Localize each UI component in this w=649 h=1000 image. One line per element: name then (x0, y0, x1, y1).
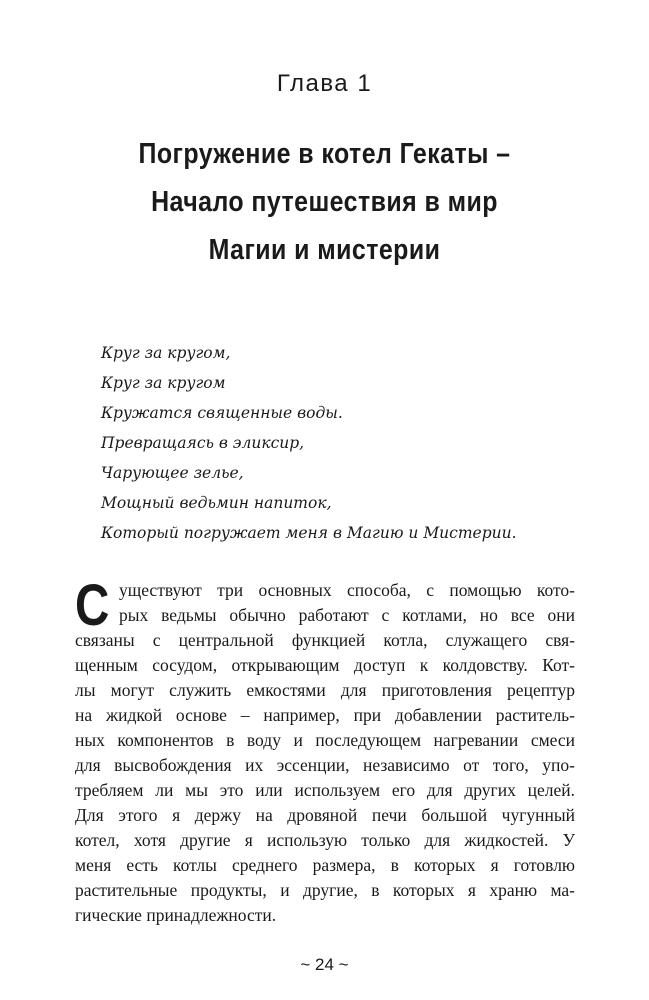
body-paragraph (75, 573, 575, 928)
body-line: растительные продукты, и другие, в которых я храню ма- (75, 880, 575, 900)
poem-line: Превращаясь в эликсир, (101, 434, 305, 452)
poem-line: Мощный ведьмин напиток, (101, 494, 332, 512)
body-line: требляем ли мы это или используем его для других целей. (75, 780, 575, 800)
body-line: Для этого я держу на дровяной печи большой чугунный (75, 805, 575, 825)
poem-line: Чарующее зелье, (101, 464, 244, 482)
chapter-title-line: Погружение в котел Гекаты – (138, 138, 511, 170)
chapter-title-line: Начало путешествия в мир (151, 186, 498, 218)
body-line: гические принадлежности. (75, 905, 277, 925)
body-line: лы могут служить емкостями для приготовления рецептур (75, 680, 575, 700)
poem-line: Круг за кругом, (101, 344, 231, 362)
poem-line: Кружатся священные воды. (101, 404, 343, 422)
epigraph-poem (101, 338, 517, 548)
chapter-label: Глава 1 (276, 70, 373, 97)
body-line: ных компонентов в воду и последующем нагревании смеси (75, 730, 575, 750)
body-line: меня есть котлы среднего размера, в которых я готовлю (75, 855, 575, 875)
chapter-title (80, 130, 569, 274)
body-line: котел, хотя другие я использую только для жидкостей. У (75, 830, 575, 850)
body-line: уществуют три основных способа, с помощью кото- (119, 580, 575, 600)
body-line: для высвобождения их эссенции, независимо от того, упо- (75, 755, 575, 775)
chapter-title-line: Магии и мистерии (208, 234, 441, 266)
body-line: связаны с центральной функцией котла, служащего свя- (75, 630, 575, 650)
poem-line: Круг за кругом (101, 374, 226, 392)
page-number: ~ 24 ~ (300, 955, 349, 974)
body-line: на жидкой основе – например, при добавлении раститель- (75, 705, 575, 725)
poem-line: Который погружает меня в Магию и Мистерии. (101, 524, 517, 542)
drop-cap: С (75, 573, 110, 638)
body-line: рых ведьмы обычно работают с котлами, но все они (119, 605, 575, 625)
body-line: щенным сосудом, открывающим доступ к колдовству. Кот- (75, 655, 575, 675)
